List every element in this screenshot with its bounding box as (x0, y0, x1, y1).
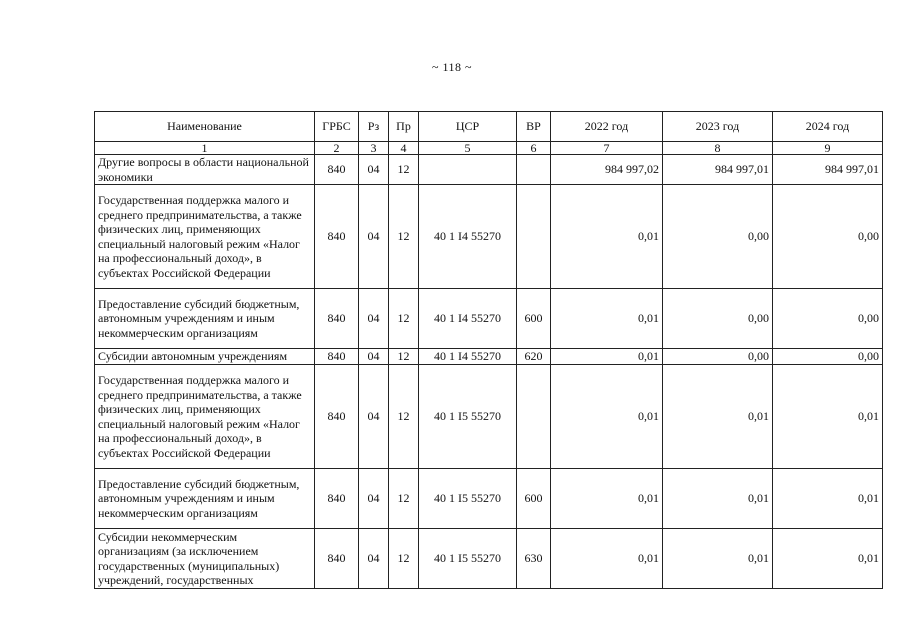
table-row (95, 349, 883, 365)
row-csr: 40 1 I4 55270 (419, 185, 517, 289)
column-number: 6 (517, 142, 551, 155)
row-name: Субсидии автономным учреждениям (95, 349, 315, 365)
header-pr: Пр (389, 112, 419, 142)
row-pr: 12 (389, 155, 419, 185)
row-vr (517, 185, 551, 289)
column-number: 7 (551, 142, 663, 155)
row-2024: 0,00 (773, 185, 883, 289)
column-number: 2 (315, 142, 359, 155)
header-csr: ЦСР (419, 112, 517, 142)
table-row (95, 529, 883, 589)
row-grbs: 840 (315, 529, 359, 589)
table-row (95, 185, 883, 289)
header-rz: Рз (359, 112, 389, 142)
row-name: Другие вопросы в области национальной экономики (95, 155, 315, 185)
row-grbs: 840 (315, 365, 359, 469)
header-2023: 2023 год (663, 112, 773, 142)
row-rz: 04 (359, 349, 389, 365)
row-rz: 04 (359, 529, 389, 589)
header-grbs: ГРБС (315, 112, 359, 142)
row-pr: 12 (389, 349, 419, 365)
row-vr: 620 (517, 349, 551, 365)
row-rz: 04 (359, 365, 389, 469)
row-name: Предоставление субсидий бюджетным, автономным учреждениям и иным некоммерческим организациям (95, 289, 315, 349)
row-2024: 0,01 (773, 469, 883, 529)
table-row (95, 469, 883, 529)
row-vr: 600 (517, 289, 551, 349)
column-number: 9 (773, 142, 883, 155)
row-pr: 12 (389, 185, 419, 289)
column-number: 5 (419, 142, 517, 155)
row-2022: 0,01 (551, 365, 663, 469)
header-2022: 2022 год (551, 112, 663, 142)
row-csr (419, 155, 517, 185)
row-2023: 984 997,01 (663, 155, 773, 185)
row-vr (517, 155, 551, 185)
row-2023: 0,00 (663, 289, 773, 349)
row-pr: 12 (389, 365, 419, 469)
row-2024: 0,00 (773, 349, 883, 365)
row-vr: 600 (517, 469, 551, 529)
header-2024: 2024 год (773, 112, 883, 142)
row-csr: 40 1 I4 55270 (419, 289, 517, 349)
table-row (95, 155, 883, 185)
row-rz: 04 (359, 469, 389, 529)
row-rz: 04 (359, 185, 389, 289)
row-2023: 0,00 (663, 185, 773, 289)
row-grbs: 840 (315, 155, 359, 185)
table-row (95, 289, 883, 349)
row-pr: 12 (389, 289, 419, 349)
row-2024: 0,01 (773, 365, 883, 469)
row-pr: 12 (389, 469, 419, 529)
row-2023: 0,01 (663, 529, 773, 589)
row-grbs: 840 (315, 349, 359, 365)
row-vr: 630 (517, 529, 551, 589)
row-grbs: 840 (315, 469, 359, 529)
row-vr (517, 365, 551, 469)
header-vr: ВР (517, 112, 551, 142)
row-2022: 0,01 (551, 349, 663, 365)
row-2023: 0,00 (663, 349, 773, 365)
row-pr: 12 (389, 529, 419, 589)
column-number: 4 (389, 142, 419, 155)
header-row (95, 112, 883, 142)
row-2022: 0,01 (551, 529, 663, 589)
row-name: Государственная поддержка малого и среднего предпринимательства, а также физических лиц, применяющих специальный налоговый режим «Налог на профессиональный доход», в субъектах Российской Федерации (95, 185, 315, 289)
row-2022: 0,01 (551, 185, 663, 289)
row-2024: 0,01 (773, 529, 883, 589)
table-row (95, 365, 883, 469)
row-csr: 40 1 I5 55270 (419, 469, 517, 529)
row-name: Государственная поддержка малого и среднего предпринимательства, а также физических лиц, применяющих специальный налоговый режим «Налог на профессиональный доход», в субъектах Российской Федерации (95, 365, 315, 469)
row-grbs: 840 (315, 185, 359, 289)
row-grbs: 840 (315, 289, 359, 349)
row-2024: 984 997,01 (773, 155, 883, 185)
row-2023: 0,01 (663, 469, 773, 529)
budget-table (94, 111, 883, 589)
column-number: 3 (359, 142, 389, 155)
row-csr: 40 1 I5 55270 (419, 529, 517, 589)
column-number: 8 (663, 142, 773, 155)
row-2024: 0,00 (773, 289, 883, 349)
row-name: Предоставление субсидий бюджетным, автономным учреждениям и иным некоммерческим организациям (95, 469, 315, 529)
column-number: 1 (95, 142, 315, 155)
row-2022: 0,01 (551, 469, 663, 529)
row-csr: 40 1 I5 55270 (419, 365, 517, 469)
row-name: Субсидии некоммерческим организациям (за исключением государственных (муниципальных) учреждений, государственных (95, 529, 315, 589)
page-number: ~ 118 ~ (431, 60, 473, 74)
header-name: Наименование (95, 112, 315, 142)
row-rz: 04 (359, 155, 389, 185)
row-2022: 984 997,02 (551, 155, 663, 185)
row-2022: 0,01 (551, 289, 663, 349)
column-number-row (95, 142, 883, 155)
row-2023: 0,01 (663, 365, 773, 469)
row-csr: 40 1 I4 55270 (419, 349, 517, 365)
row-rz: 04 (359, 289, 389, 349)
